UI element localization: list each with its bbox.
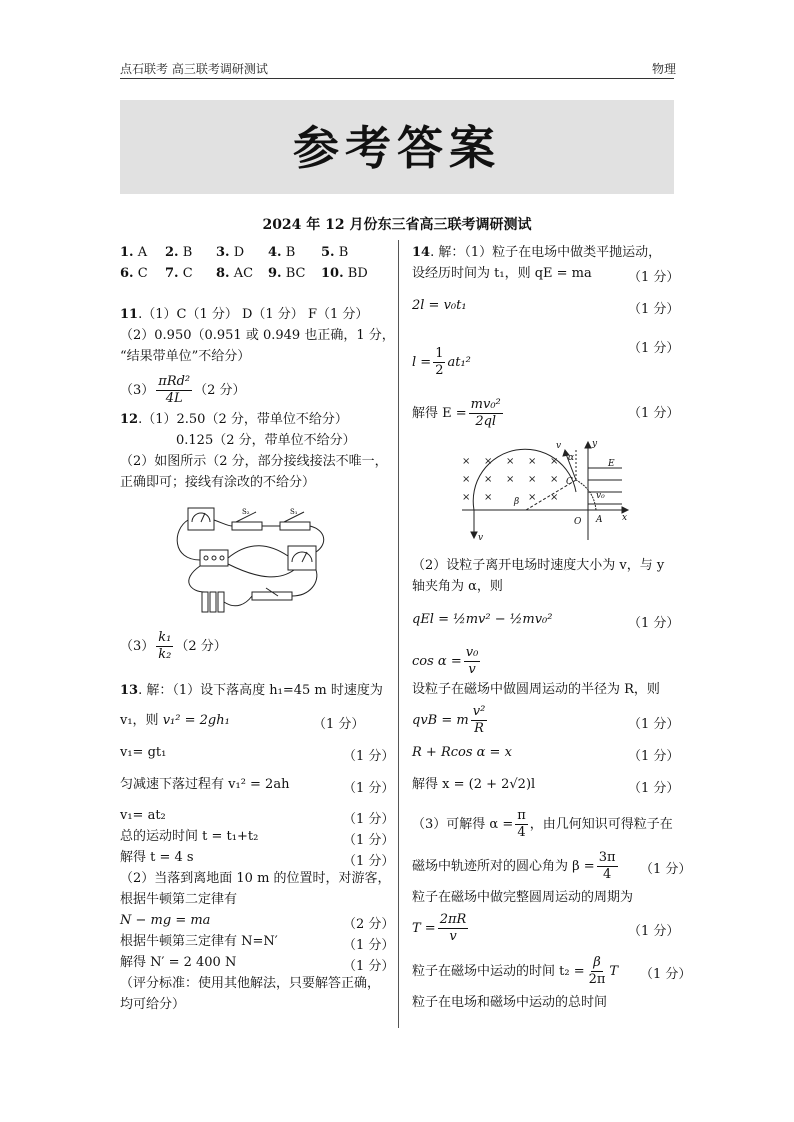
mc-answer: C [182,266,193,281]
q14-points-10: （1 分） [628,924,680,939]
q13-points-5: （1 分） [343,833,395,848]
q14-points-5: （1 分） [628,616,680,631]
q13-points-8: （1 分） [343,938,395,953]
q13-line-14: 均可给分） [120,997,186,1012]
q14-line-1 [412,245,661,261]
q13-line-9: 根据牛顿第二定律有 [120,892,238,907]
q13-text: . 解：（1）设下落高度 h₁=45 m 时速度为 [138,683,383,698]
mc-num: 4. [268,245,282,260]
q14-eq5-frac [464,645,481,678]
q14-eq-2 [412,346,471,379]
mc-answer: BD [347,266,368,281]
mc-num: 8. [216,266,230,281]
q13-points-2: （1 分） [343,749,395,764]
mc-answer: B [285,245,296,260]
q14-t2-rhs: T [609,964,619,979]
label-x: x [622,513,628,523]
q12-number: 12 [120,412,139,427]
q14-line-2: 设经历时间为 t₁，则 qE = ma [412,266,592,281]
q14-eq5-den: v [468,662,476,677]
ammeter-box [188,508,214,530]
q14-beta-frac [597,850,618,883]
svg-text:×: × [506,474,515,485]
q14-text: . 解：（1）粒子在电场中做类平抛运动， [430,245,662,260]
q14-beta-num: 3π [598,850,616,865]
q12-text: .（1）2.50（2 分，带单位不给分） [138,412,348,427]
svg-text:×: × [462,492,471,503]
q13-line-7: 解得 t = 4 s [120,850,194,865]
mc-num: 2. [165,245,179,260]
q14-p2-line-1: （2）设粒子离开电场时速度大小为 v，与 y [412,558,665,573]
q14-eq-7: R + Rcos α = x [412,745,512,760]
q14-eq6-frac [471,704,488,737]
switch-s2-label: S₂ [242,508,250,516]
mc-answer: A [137,245,148,260]
q11-line-2: （2）0.950（0.951 或 0.949 也正确，1 分， [120,328,395,343]
label-v: v [556,441,562,451]
exam-subtitle: 2024 年 12 月份东三省高三联考调研测试 [262,217,532,233]
q14-points-9: （1 分） [640,862,692,877]
svg-text:×: × [528,492,537,503]
q14-eq3-frac [469,397,503,430]
mc-num: 3. [216,245,230,260]
q13-line-13: （评分标准：使用其他解法，只要解答正确， [120,976,381,991]
mc-num: 9. [268,266,282,281]
q13-line-6: 总的运动时间 t = t₁+t₂ [120,829,259,844]
circuit-diagram [170,500,330,620]
q14-beta-den: 4 [602,867,612,882]
mc-answer: AC [233,266,254,281]
label-c: C [566,477,573,487]
q14-eq3-lhs: 解得 E = [412,406,467,421]
q14-alpha-frac [515,808,528,841]
q11-text: .（1）C（1 分） D（1 分） F（1 分） [138,307,369,322]
q11-line-3: “结果带单位”不给分） [120,349,251,364]
q14-eq3-num: mv₀² [470,397,501,412]
mc-answer: BC [285,266,306,281]
q13-line-2-text: v₁，则 [120,713,159,728]
q14-points-8: （1 分） [628,781,680,796]
q11-number: 11 [120,307,139,322]
mc-num: 7. [165,266,179,281]
column-divider [398,240,399,1028]
q11-part3 [120,374,246,407]
header-right: 物理 [652,62,677,76]
q14-eq-1: 2l = v₀t₁ [412,298,467,313]
switch-s2-base [232,522,262,530]
q13-eq-1: v₁² = 2gh₁ [162,713,230,728]
q12-line-1 [120,412,348,428]
q12-line-4: 正确即可；接线有涂改的不给分） [120,475,316,490]
q11-frac-num: πRd² [158,374,191,389]
q12-frac-num: k₁ [158,630,172,645]
svg-text:×: × [484,474,493,485]
mc-answer: B [338,245,349,260]
q14-p3-line-5: 粒子在电场和磁场中运动的总时间 [412,995,608,1010]
q14-eq-6 [412,704,489,737]
q11-p3-points: （2 分） [194,383,246,398]
label-beta: β [514,497,520,507]
q14-points-4: （1 分） [628,406,680,421]
q13-points-9: （1 分） [343,959,395,974]
q13-line-5: v₁= at₂ [120,808,166,823]
header-left: 点石联考 高三联考调研测试 [120,62,268,76]
page-title: 参考答案 [293,121,501,175]
svg-text:×: × [528,456,537,467]
q14-eq-9 [412,912,470,945]
q14-eq2-rhs: at₁² [447,355,471,370]
magnetic-field-crosses [462,456,558,503]
header-divider [120,78,674,79]
ammeter-dial [192,513,210,522]
label-alpha: α [568,453,575,463]
q11-line-1 [120,307,368,323]
mc-row-1 [120,245,147,261]
q13-line-10: N − mg = ma [120,913,211,928]
q13-points-3: （1 分） [343,781,395,796]
q14-t2-num: β [593,955,601,970]
field-diagram [456,440,632,544]
switch-s1-base [280,522,310,530]
svg-text:×: × [528,474,537,485]
q14-p3-line1b: ，由几何知识可得粒子在 [529,817,673,832]
svg-text:×: × [506,456,515,467]
q13-line-11: 根据牛顿第三定律有 N=N′ [120,934,278,949]
q14-eq2-num: 1 [435,346,444,361]
q12-line-3: （2）如图所示（2 分，部分接线接法不唯一， [120,454,388,469]
mc-num: 10. [321,266,344,281]
q11-p3-label: （3） [120,383,155,398]
q14-points-6: （1 分） [628,717,680,732]
label-v-bottom: v [478,533,484,543]
q13-line-2 [120,713,230,729]
q14-points-3: （1 分） [628,341,680,356]
svg-text:×: × [484,492,493,503]
q14-eq9-num: 2πR [439,912,467,927]
q14-eq-5 [412,645,482,678]
q13-line-1 [120,683,383,699]
q14-eq5-num: v₀ [465,645,479,660]
rheostat [252,592,292,600]
q14-p2-line-2: 轴夹角为 α，则 [412,579,503,594]
q12-fraction [156,630,173,663]
q14-p3-line2-text: 磁场中轨迹所对的圆心角为 β = [412,859,595,874]
q12-part3 [120,630,227,663]
q14-eq-3 [412,397,505,430]
q14-eq6-lhs: qvB = m [412,713,469,728]
q14-alpha-den: 4 [517,825,526,840]
q13-points-1: （1 分） [313,717,365,732]
q12-p3-points: （2 分） [175,639,227,654]
svg-text:×: × [550,474,559,485]
q14-eq6-den: R [474,721,484,736]
q12-p3-label: （3） [120,639,155,654]
q14-p3-line-4 [412,955,618,988]
svg-text:×: × [550,456,559,467]
q14-t2-den: 2π [588,972,606,987]
q14-eq2-lhs: l = [412,355,432,370]
q13-points-4: （1 分） [343,812,395,827]
svg-text:×: × [484,456,493,467]
q14-eq5-lhs: cos α = [412,654,462,669]
voltmeter-box [288,546,316,570]
q14-points-7: （1 分） [628,749,680,764]
q14-eq6-num: v² [472,704,486,719]
q14-eq2-frac [433,346,445,379]
q11-frac-den: 4L [165,391,183,406]
q14-points-1: （1 分） [628,270,680,285]
label-a: A [596,515,603,525]
label-e: E [608,459,615,469]
q14-p3-line-3: 粒子在磁场中做完整圆周运动的周期为 [412,890,634,905]
q13-points-6: （1 分） [343,854,395,869]
q14-p3-line1a: （3）可解得 α = [412,817,514,832]
q14-points-2: （1 分） [628,302,680,317]
q14-t2-frac [587,955,608,988]
q14-p3-line-1 [412,808,673,841]
q13-line-12: 解得 N′ = 2 400 N [120,955,237,970]
q14-points-11: （1 分） [640,967,692,982]
mc-num: 1. [120,245,134,260]
switch-s1-label: S₁ [290,508,298,516]
q14-alpha-num: π [517,808,526,823]
svg-text:×: × [462,456,471,467]
q14-p3-line4-text: 粒子在磁场中运动的时间 t₂ = [412,964,585,979]
q14-eq2-den: 2 [435,363,444,378]
q14-eq-4: qEl = ½mv² − ½mv₀² [412,612,553,627]
svg-text:×: × [550,492,559,503]
label-y: y [592,440,598,449]
label-v0: v₀ [596,491,605,501]
q14-number: 14 [412,245,431,260]
svg-text:×: × [462,474,471,485]
mc-num: 5. [321,245,335,260]
q14-eq9-den: v [449,929,457,944]
mc-answer: C [137,266,148,281]
q12-line-2: 0.125（2 分，带单位不给分） [176,433,356,448]
q14-eq3-den: 2ql [475,414,497,429]
q13-number: 13 [120,683,139,698]
mc-num: 6. [120,266,134,281]
q14-eq9-lhs: T = [412,921,436,936]
q12-frac-den: k₂ [158,647,172,662]
q14-eq-8: 解得 x = (2 + 2√2)l [412,777,536,792]
q13-line-4: 匀减速下落过程有 v₁² = 2ah [120,777,290,792]
mc-row-2 [120,266,148,282]
q14-eq9-frac [438,912,469,945]
q11-fraction [156,374,192,407]
q13-points-7: （2 分） [343,917,395,932]
mc-answer: D [233,245,245,260]
q13-line-8: （2）当落到离地面 10 m 的位置时，对游客， [120,871,391,886]
q14-p2-line-3: 设粒子在磁场中做圆周运动的半径为 R，则 [412,682,660,697]
label-o: O [574,517,582,527]
q13-line-3: v₁= gt₁ [120,745,167,760]
mc-answer: B [182,245,193,260]
q14-p3-line-2 [412,850,620,883]
